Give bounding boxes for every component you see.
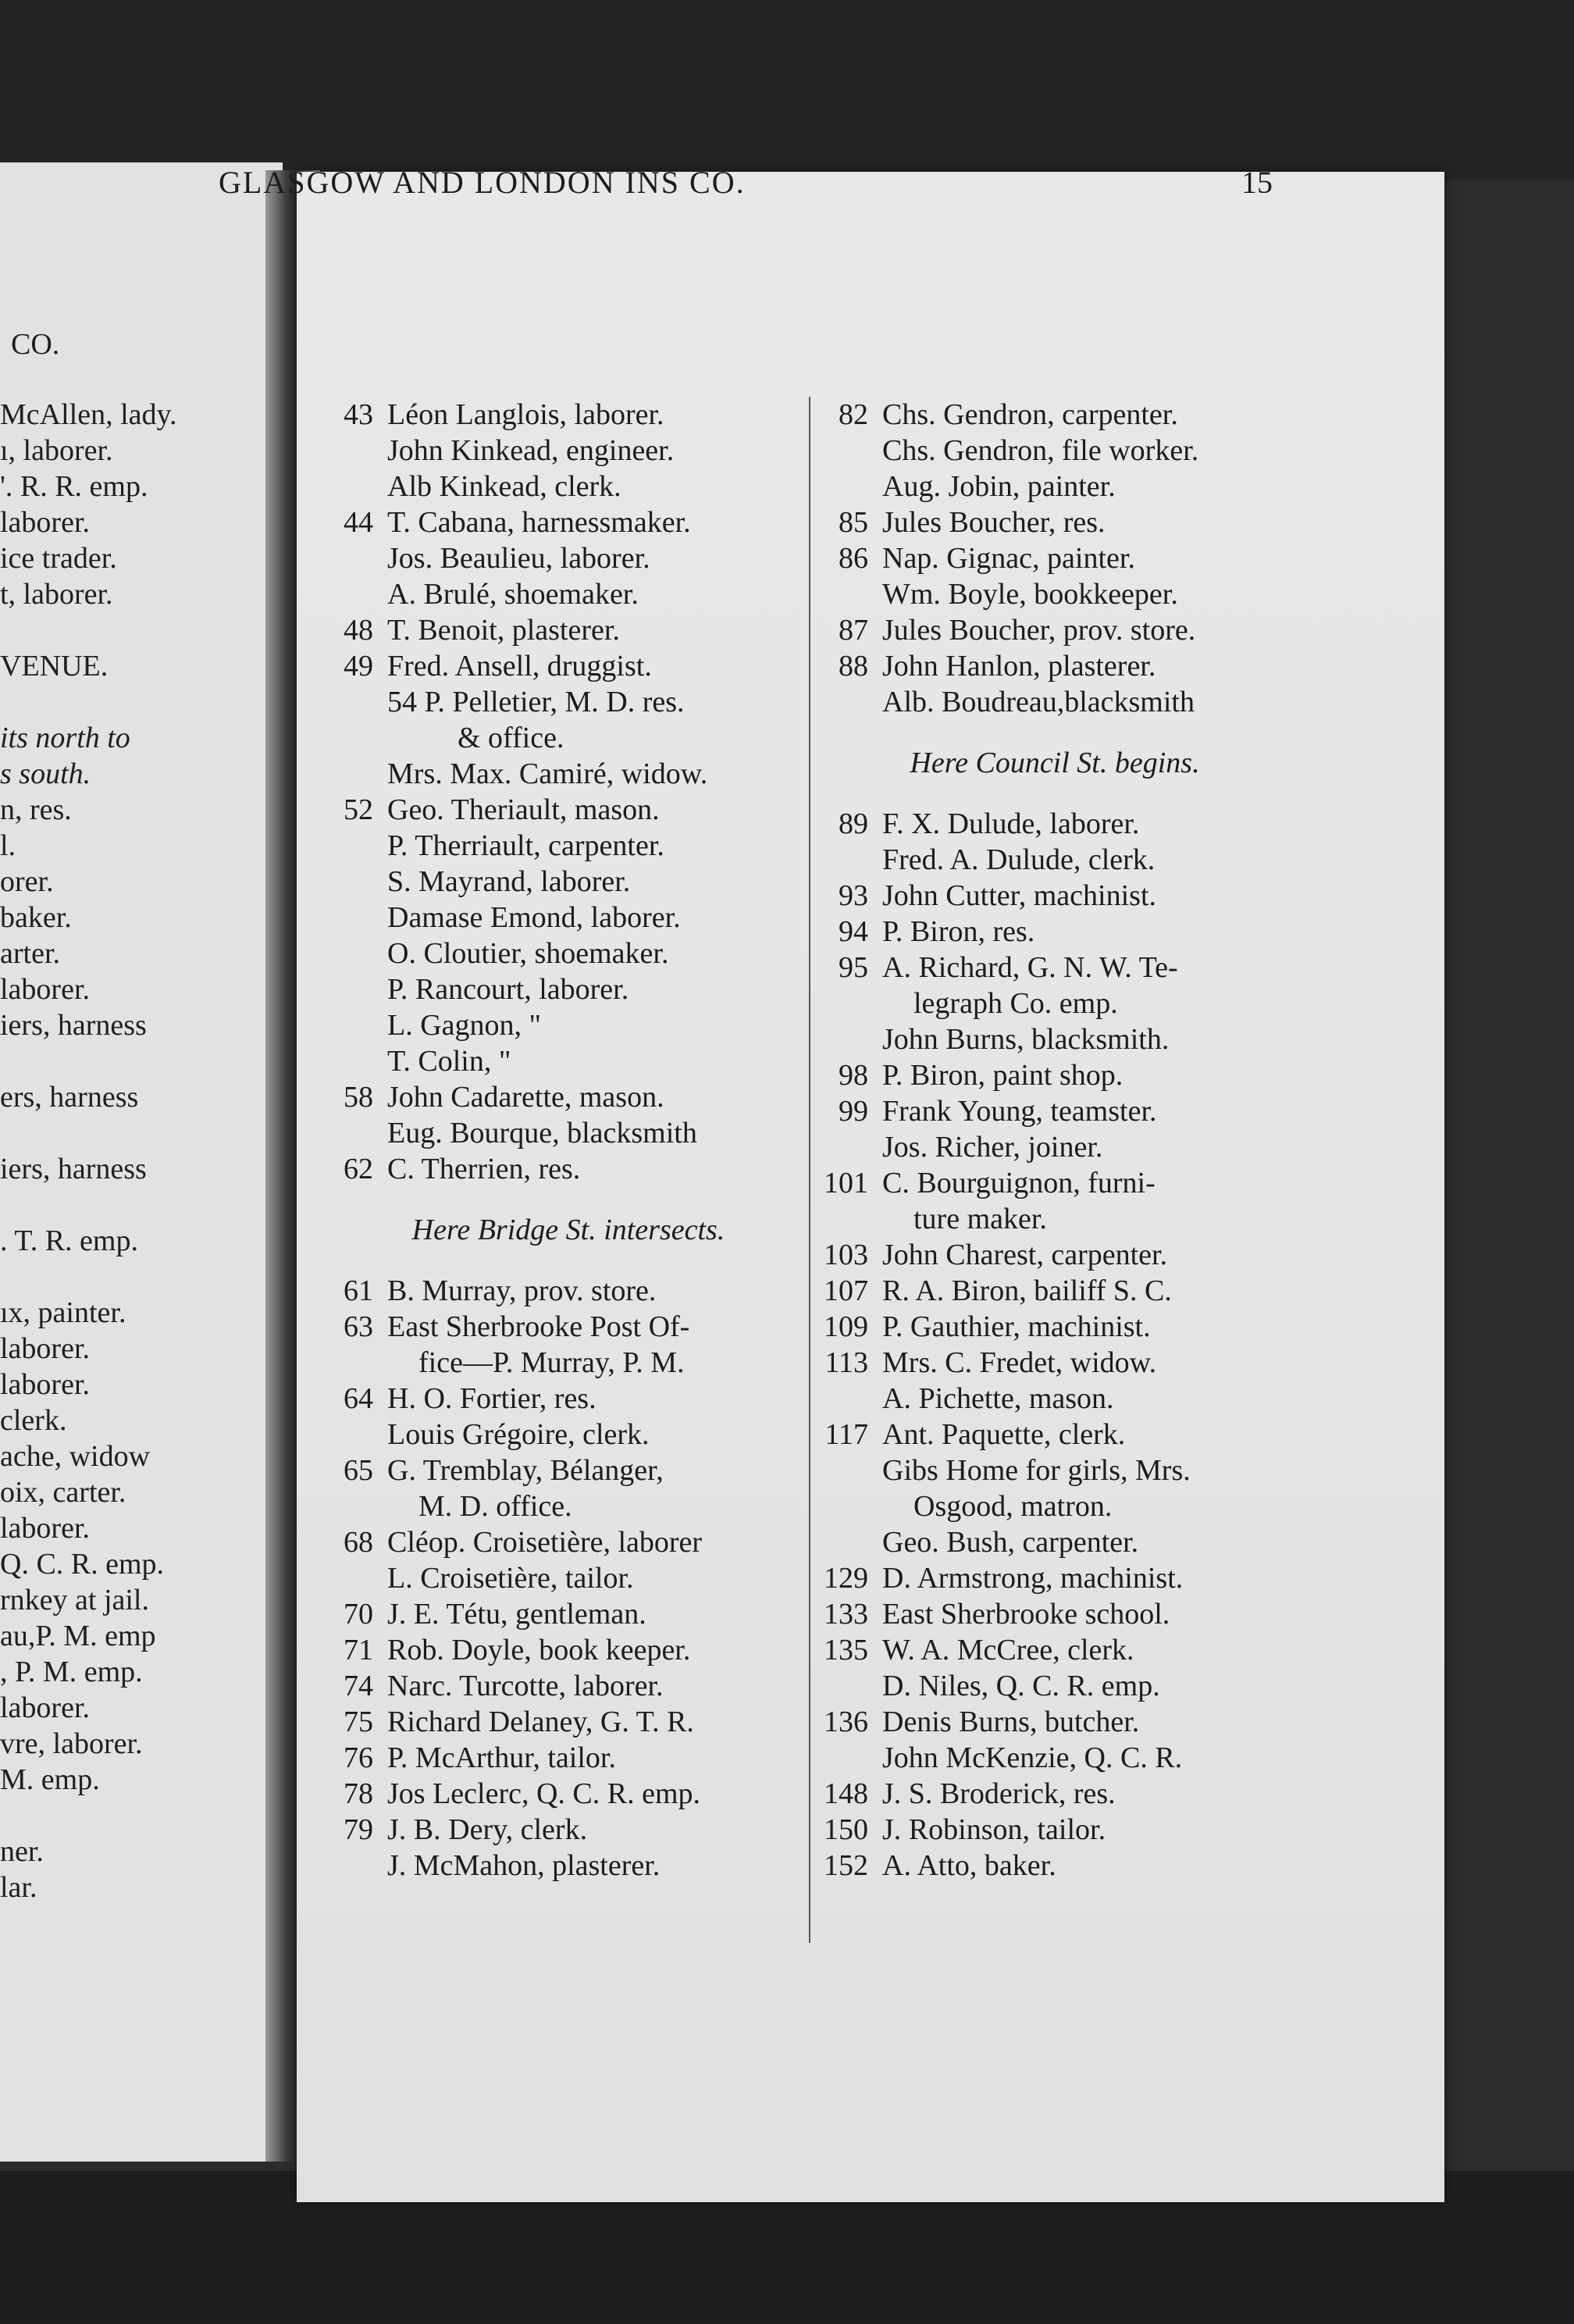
resident-entry: John Kinkead, engineer. [387,434,675,467]
resident-entry: P. Gauthier, machinist. [882,1310,1151,1343]
house-number: 107 [824,1274,868,1307]
resident-entry: J. B. Dery, clerk. [387,1813,588,1846]
resident-entry: T. Cabana, harnessmaker. [387,506,691,539]
house-number: 95 [839,951,868,984]
left-page-line: t, laborer. [0,578,113,611]
left-page-line: au,P. M. emp [0,1620,156,1652]
left-page-fragment [0,162,283,2162]
house-number: 78 [344,1777,373,1810]
resident-entry: Alb. Boudreau,blacksmith [882,686,1195,718]
directory-entry [809,1524,1301,1560]
resident-entry: D. Niles, Q. C. R. emp. [882,1670,1160,1702]
directory-entry [326,756,810,792]
directory-entry [809,1381,1301,1417]
house-number: 135 [824,1634,868,1666]
directory-entry [326,828,810,864]
resident-entry: F. X. Dulude, laborer. [882,807,1140,840]
resident-entry: John Cutter, machinist. [882,879,1156,912]
resident-entry: East Sherbrooke Post Of- [387,1310,690,1343]
resident-entry: T. Colin, " [387,1045,511,1078]
directory-entry [809,684,1301,720]
directory-entry [809,540,1301,576]
house-number: 68 [344,1526,373,1559]
left-page-line: '. R. R. emp. [0,470,148,503]
directory-entry [326,1309,810,1345]
resident-entry: Alb Kinkead, clerk. [387,470,621,503]
left-page-line: ice trader. [0,542,117,575]
directory-entry [809,576,1301,612]
resident-entry: John Burns, blacksmith. [882,1023,1170,1056]
left-page-line: laborer. [0,1691,91,1724]
resident-entry: W. A. McCree, clerk. [882,1634,1134,1666]
scan-background-top [0,0,1574,180]
house-number: 93 [839,879,868,912]
left-page-line: laborer. [0,506,91,539]
resident-entry: ture maker. [913,1203,1047,1235]
resident-entry: Jos. Beaulieu, laborer. [387,542,650,575]
resident-entry: T. Benoit, plasterer. [387,614,620,647]
resident-entry: Richard Delaney, G. T. R. [387,1706,694,1738]
house-number: 76 [344,1741,373,1774]
house-number: 44 [344,506,373,539]
left-page-line: orer. [0,865,54,898]
house-number: 62 [344,1153,373,1185]
resident-entry: John Charest, carpenter. [882,1239,1168,1271]
directory-entry [326,576,810,612]
resident-entry: P. Therriault, carpenter. [387,829,664,862]
directory-entry [809,1129,1301,1165]
left-page-line: Q. C. R. emp. [0,1548,165,1581]
resident-entry: P. Rancourt, laborer. [387,973,629,1006]
resident-entry: Wm. Boyle, bookkeeper. [882,578,1178,611]
resident-entry: A. Pichette, mason. [882,1382,1114,1415]
section-note: Here Bridge St. intersects. [411,1214,725,1246]
left-page-line: ner. [0,1835,44,1868]
house-number: 87 [839,614,868,647]
page-number: 15 [1241,165,1273,200]
house-number: 74 [344,1670,373,1702]
directory-entry [809,504,1301,540]
directory-entry [326,1452,810,1488]
resident-entry: O. Cloutier, shoemaker. [387,937,669,970]
house-number: 129 [824,1562,868,1595]
house-number: 113 [824,1346,868,1379]
resident-entry: B. Murray, prov. store. [387,1274,657,1307]
directory-entry [809,878,1301,914]
section-note: Here Council St. begins. [910,747,1200,779]
house-number: 70 [344,1598,373,1631]
left-page-line: McAllen, lady. [0,398,177,431]
directory-entry [809,1093,1301,1129]
house-number: 86 [839,542,868,575]
left-page-line: rnkey at jail. [0,1584,149,1616]
directory-entry [326,1488,810,1524]
resident-entry: P. McArthur, tailor. [387,1741,616,1774]
right-column [809,397,1301,1884]
left-page-line: clerk. [0,1404,67,1437]
directory-entry [326,864,810,900]
house-number: 133 [824,1598,868,1631]
house-number: 63 [344,1310,373,1343]
directory-entry [809,1201,1301,1237]
house-number: 52 [344,793,373,826]
directory-entry [326,1560,810,1596]
directory-entry [809,1165,1301,1201]
left-page-line: laborer. [0,973,91,1006]
house-number: 58 [344,1081,373,1114]
resident-entry: Jos. Richer, joiner. [882,1131,1103,1164]
resident-entry: Geo. Bush, carpenter. [882,1526,1139,1559]
house-number: 89 [839,807,868,840]
directory-entry [809,986,1301,1021]
resident-entry: Narc. Turcotte, laborer. [387,1670,664,1702]
left-page-line: VENUE. [0,650,109,683]
directory-entry [809,1632,1301,1668]
directory-entry [326,720,810,756]
house-number: 98 [839,1059,868,1092]
resident-entry: Frank Young, teamster. [882,1095,1157,1128]
resident-entry: A. Richard, G. N. W. Te- [882,951,1178,984]
resident-entry: Fred. Ansell, druggist. [387,650,652,683]
directory-entry [326,540,810,576]
house-number: 117 [824,1418,868,1451]
directory-entry [809,1309,1301,1345]
resident-entry: Jules Boucher, res. [882,506,1106,539]
resident-entry: J. E. Tétu, gentleman. [387,1598,646,1631]
house-number: 88 [839,650,868,683]
resident-entry: Jules Boucher, prov. store. [882,614,1196,647]
house-number: 101 [824,1167,868,1199]
resident-entry: Chs. Gendron, carpenter. [882,398,1178,431]
house-number: 103 [824,1239,868,1271]
left-page-line: l. [0,829,16,862]
house-number: 152 [824,1849,868,1882]
resident-entry: Geo. Theriault, mason. [387,793,660,826]
resident-entry: H. O. Fortier, res. [387,1382,596,1415]
resident-entry: C. Bourguignon, furni- [882,1167,1156,1199]
directory-entry [809,1668,1301,1704]
left-page-line: laborer. [0,1368,91,1401]
left-page-line: oix, carter. [0,1476,126,1509]
directory-entry [326,1417,810,1452]
directory-entry [326,1632,810,1668]
resident-entry: Gibs Home for girls, Mrs. [882,1454,1191,1487]
directory-entry [326,1079,810,1115]
resident-entry: C. Therrien, res. [387,1153,581,1185]
resident-entry: Mrs. Max. Camiré, widow. [387,757,708,790]
house-number: 48 [344,614,373,647]
left-column [326,397,810,1884]
directory-entry [809,1848,1301,1884]
directory-entry [809,648,1301,684]
directory-entry [326,1776,810,1812]
directory-entry [809,950,1301,986]
left-page-line: iers, harness [0,1009,147,1042]
resident-entry: D. Armstrong, machinist. [882,1562,1184,1595]
left-page-line: . T. R. emp. [0,1224,138,1257]
resident-entry: legraph Co. emp. [913,987,1118,1020]
directory-entry [326,1151,810,1187]
house-number: 148 [824,1777,868,1810]
directory-entry [326,1381,810,1417]
house-number: 43 [344,398,373,431]
directory-entry [326,1115,810,1151]
directory-entry [326,1345,810,1381]
directory-entry [326,1596,810,1632]
directory-entry [809,1345,1301,1381]
house-number: 61 [344,1274,373,1307]
directory-entry [809,469,1301,504]
resident-entry: Osgood, matron. [913,1490,1113,1523]
resident-entry: L. Croisetière, tailor. [387,1562,634,1595]
resident-entry: P. Biron, paint shop. [882,1059,1124,1092]
resident-entry: A. Brulé, shoemaker. [387,578,639,611]
left-page-line: s south. [0,757,91,790]
resident-entry: Cléop. Croisetière, laborer [387,1526,703,1559]
left-page-line: M. emp. [0,1763,100,1796]
left-page-line: iers, harness [0,1153,147,1185]
resident-entry: John McKenzie, Q. C. R. [882,1741,1183,1774]
directory-entry [326,433,810,469]
directory-entry [326,504,810,540]
left-page-header: CO. [11,328,60,361]
directory-entry [326,900,810,936]
page-title: GLASGOW AND LONDON INS CO. [219,165,746,200]
resident-entry: Aug. Jobin, painter. [882,470,1116,503]
directory-entry [326,397,810,433]
resident-entry: J. McMahon, plasterer. [387,1849,661,1882]
resident-entry: 54 P. Pelletier, M. D. res. [387,686,685,718]
directory-entry [809,1596,1301,1632]
directory-entry [326,1812,810,1848]
resident-entry: & office. [458,722,564,754]
resident-entry: A. Atto, baker. [882,1849,1056,1882]
left-page-line: ıx, painter. [0,1296,126,1329]
house-number: 65 [344,1454,373,1487]
directory-entry [326,684,810,720]
directory-entry [809,1452,1301,1488]
directory-entry [809,1704,1301,1740]
directory-entry [326,1043,810,1079]
left-page-line: n, res. [0,793,72,826]
directory-entry [326,1704,810,1740]
directory-entry [809,1237,1301,1273]
resident-entry: J. Robinson, tailor. [882,1813,1106,1846]
house-number: 94 [839,915,868,948]
left-page-line: vre, laborer. [0,1727,143,1760]
directory-entry [326,792,810,828]
left-page-line: ers, harness [0,1081,139,1114]
directory-entry [809,1812,1301,1848]
directory-entry [326,1740,810,1776]
resident-entry: Nap. Gignac, painter. [882,542,1135,575]
left-page-line: lar. [0,1871,37,1904]
resident-entry: J. S. Broderick, res. [882,1777,1116,1810]
left-page-line: , P. M. emp. [0,1656,143,1688]
house-number: 109 [824,1310,868,1343]
resident-entry: John Cadarette, mason. [387,1081,664,1114]
directory-entry [809,1560,1301,1596]
house-number: 71 [344,1634,373,1666]
directory-entry [809,1417,1301,1452]
resident-entry: Denis Burns, butcher. [882,1706,1140,1738]
resident-entry: Rob. Doyle, book keeper. [387,1634,691,1666]
directory-entry [809,914,1301,950]
resident-entry: East Sherbrooke school. [882,1598,1170,1631]
directory-entry [326,612,810,648]
house-number: 79 [344,1813,373,1846]
directory-entry [326,1848,810,1884]
left-page-line: arter. [0,937,61,970]
directory-entry [809,397,1301,433]
directory-entry [809,433,1301,469]
resident-entry: Ant. Paquette, clerk. [882,1418,1126,1451]
directory-entry [809,842,1301,878]
directory-entry [326,1524,810,1560]
resident-entry: P. Biron, res. [882,915,1035,948]
resident-entry: M. D. office. [418,1490,572,1523]
directory-entry [326,936,810,971]
resident-entry: L. Gagnon, " [387,1009,542,1042]
left-page-line: ache, widow [0,1440,151,1473]
directory-entry [326,1007,810,1043]
directory-entry [809,612,1301,648]
left-page-line: its north to [0,722,130,754]
resident-entry: R. A. Biron, bailiff S. C. [882,1274,1172,1307]
directory-entry [326,469,810,504]
house-number: 82 [839,398,868,431]
resident-entry: Jos Leclerc, Q. C. R. emp. [387,1777,701,1810]
left-page-line: laborer. [0,1332,91,1365]
house-number: 75 [344,1706,373,1738]
resident-entry: Mrs. C. Fredet, widow. [882,1346,1157,1379]
directory-entry [809,1776,1301,1812]
house-number: 99 [839,1095,868,1128]
directory-entry [326,971,810,1007]
directory-entry [326,1273,810,1309]
house-number: 136 [824,1706,868,1738]
resident-entry: Léon Langlois, laborer. [387,398,664,431]
house-number: 49 [344,650,373,683]
directory-entry [809,1057,1301,1093]
resident-entry: Eug. Bourque, blacksmith [387,1117,697,1150]
resident-entry: Louis Grégoire, clerk. [387,1418,650,1451]
left-page-line: baker. [0,901,72,934]
resident-entry: G. Tremblay, Bélanger, [387,1454,664,1487]
resident-entry: John Hanlon, plasterer. [882,650,1156,683]
directory-entry [809,806,1301,842]
directory-entry [809,1273,1301,1309]
resident-entry: Chs. Gendron, file worker. [882,434,1199,467]
resident-entry: S. Mayrand, laborer. [387,865,631,898]
directory-entry [809,1740,1301,1776]
house-number: 64 [344,1382,373,1415]
resident-entry: Damase Emond, laborer. [387,901,681,934]
directory-entry [809,1021,1301,1057]
house-number: 150 [824,1813,868,1846]
left-page-line: laborer. [0,1512,91,1545]
directory-entry [809,1488,1301,1524]
directory-entry [326,1668,810,1704]
resident-entry: Fred. A. Dulude, clerk. [882,843,1156,876]
house-number: 85 [839,506,868,539]
left-page-line: ı, laborer. [0,434,113,467]
directory-entry [326,648,810,684]
resident-entry: fice—P. Murray, P. M. [418,1346,685,1379]
